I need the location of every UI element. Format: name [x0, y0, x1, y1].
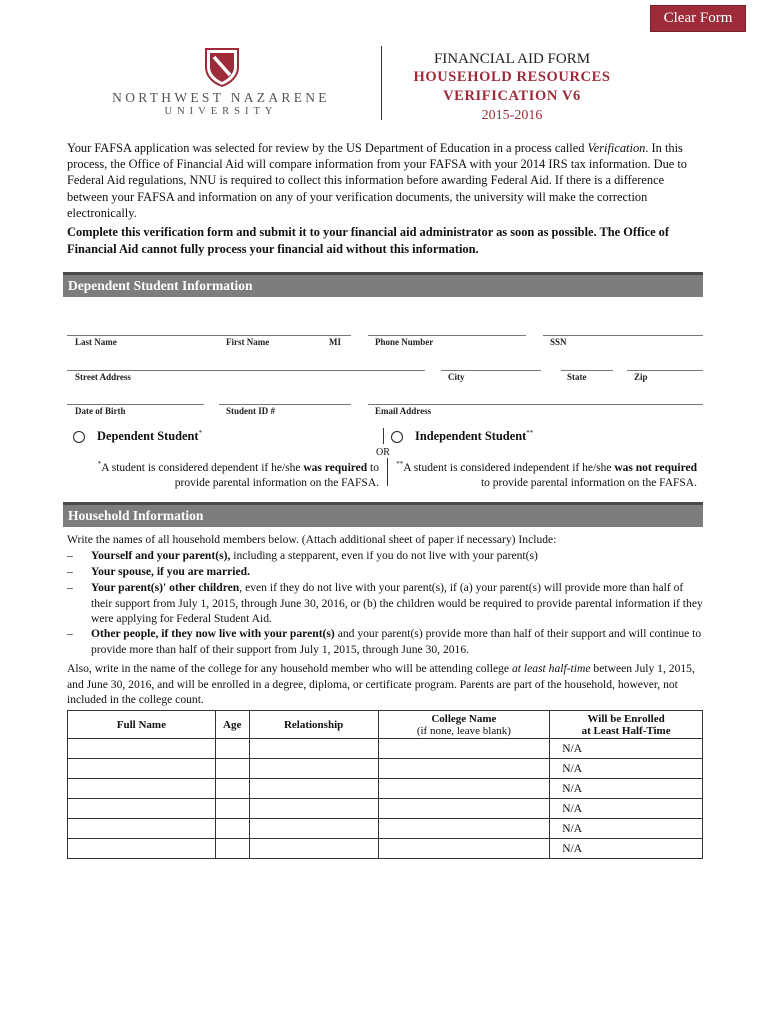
- age-cell[interactable]: [215, 759, 249, 779]
- student-id-input[interactable]: [219, 404, 351, 405]
- dob-label: Date of Birth: [75, 406, 126, 416]
- age-cell[interactable]: [215, 799, 249, 819]
- state-input[interactable]: [561, 370, 613, 371]
- email-input[interactable]: [368, 404, 703, 405]
- mi-label: MI: [329, 337, 341, 347]
- first-name-label: First Name: [226, 337, 270, 347]
- ssn-input[interactable]: [543, 335, 703, 336]
- university-shield-icon: [204, 47, 240, 87]
- college-cell[interactable]: [378, 839, 550, 859]
- intro-instruction: Complete this verification form and submit it to your financial aid administrator as soon as possible. The Office of Financial Aid cannot fully process your financial aid without this information.: [67, 225, 669, 256]
- relationship-header: Relationship: [249, 711, 378, 739]
- relationship-cell[interactable]: [249, 839, 378, 859]
- relationship-cell[interactable]: [249, 759, 378, 779]
- form-name-line1: HOUSEHOLD RESOURCES: [413, 69, 611, 85]
- full-name-cell[interactable]: [68, 779, 216, 799]
- age-cell[interactable]: [215, 739, 249, 759]
- ssn-label: SSN: [550, 337, 567, 347]
- age-header: Age: [215, 711, 249, 739]
- household-include-item: – Other people, if they now live with your parent(s) and your parent(s) provide more than half of their support and will continue to provide more than half of their support from July 1, 2015, through June 30, 2016.: [67, 627, 702, 656]
- full-name-header: Full Name: [68, 711, 216, 739]
- dependent-student-radio[interactable]: [73, 431, 85, 443]
- award-year: 2015-2016: [481, 108, 543, 123]
- college-cell[interactable]: [378, 739, 550, 759]
- header-divider: [381, 46, 382, 120]
- college-instructions: Also, write in the name of the college for any household member who will be attending college at least half-time between July 1, 2015, and June 30, 2016, and will be enrolled in a degree, diploma, or certificate program. Parents are part of the household, however, not included in the college count.: [67, 662, 695, 706]
- form-title-block: [396, 50, 628, 125]
- street-address-label: Street Address: [75, 372, 131, 382]
- enrolled-cell[interactable]: N/A: [550, 779, 703, 799]
- table-row: [68, 739, 703, 759]
- household-section-header: Household Information: [63, 502, 703, 527]
- enrolled-header: Will be Enrolled at Least Half-Time: [550, 711, 703, 739]
- email-label: Email Address: [375, 406, 432, 416]
- independent-student-radio[interactable]: [391, 431, 403, 443]
- dependent-student-label: Dependent Student*: [97, 429, 203, 444]
- household-include-item: – Your spouse, if you are married.: [67, 565, 250, 578]
- phone-label: Phone Number: [375, 337, 434, 347]
- household-intro: Write the names of all household members below. (Attach additional sheet of paper if necessary) Include:: [67, 533, 557, 546]
- full-name-cell[interactable]: [68, 799, 216, 819]
- enrolled-cell[interactable]: N/A: [550, 799, 703, 819]
- household-include-item: – Your parent(s)' other children, even if they do not live with your parent(s), if (a) your parent(s) will provide more than half of their support from July 1, 2015, through June 30, 2016, or (b) the children would be required to provide parental information if they were applying for Federal Student Aid.: [67, 581, 703, 625]
- table-header-row: [68, 711, 703, 739]
- university-subtitle: UNIVERSITY: [164, 106, 278, 117]
- clear-form-button[interactable]: Clear Form: [650, 5, 746, 32]
- university-name: NORTHWEST NAZARENE: [112, 90, 330, 105]
- zip-label: Zip: [634, 372, 648, 382]
- full-name-cell[interactable]: [68, 839, 216, 859]
- age-cell[interactable]: [215, 779, 249, 799]
- college-cell[interactable]: [378, 759, 550, 779]
- dependent-definition: *A student is considered dependent if he/she was required to provide parental information on the FAFSA.: [97, 460, 379, 489]
- dependent-section-header: Dependent Student Information: [63, 272, 703, 297]
- independent-definition: **A student is considered independent if he/she was not required to provide parental information on the FAFSA.: [396, 460, 697, 489]
- table-row: [68, 799, 703, 819]
- form-title: FINANCIAL AID FORM: [433, 51, 591, 67]
- household-include-item: – Yourself and your parent(s), including a stepparent, even if you do not live with your parent(s): [67, 549, 538, 562]
- relationship-cell[interactable]: [249, 819, 378, 839]
- relationship-cell[interactable]: [249, 739, 378, 759]
- full-name-cell[interactable]: [68, 739, 216, 759]
- or-separator: OR: [376, 447, 390, 458]
- relationship-cell[interactable]: [249, 779, 378, 799]
- intro-paragraph: Your FAFSA application was selected for review by the US Department of Education in a process called Verification. In this process, the Office of Financial Aid will compare information from your FAFSA with your 2014 IRS tax information. Due to Federal Aid regulations, NNU is required to collect this information before awarding Federal Aid. If there is a difference between your FAFSA and information on any of your verification documents, the university will make the correction electronically.: [67, 141, 688, 220]
- full-name-cell[interactable]: [68, 819, 216, 839]
- college-name-header: College Name (if none, leave blank): [378, 711, 550, 739]
- notes-divider: [387, 458, 388, 486]
- options-divider: [383, 428, 384, 444]
- full-name-cell[interactable]: [68, 759, 216, 779]
- college-cell[interactable]: [378, 799, 550, 819]
- independent-student-label: Independent Student**: [415, 429, 534, 444]
- city-label: City: [448, 372, 465, 382]
- age-cell[interactable]: [215, 819, 249, 839]
- college-cell[interactable]: [378, 819, 550, 839]
- student-id-label: Student ID #: [226, 406, 276, 416]
- street-address-input[interactable]: [67, 370, 425, 371]
- city-input[interactable]: [441, 370, 541, 371]
- last-name-label: Last Name: [75, 337, 117, 347]
- enrolled-cell[interactable]: N/A: [550, 759, 703, 779]
- phone-input[interactable]: [368, 335, 526, 336]
- dob-input[interactable]: [67, 404, 204, 405]
- table-row: [68, 779, 703, 799]
- table-row: [68, 819, 703, 839]
- age-cell[interactable]: [215, 839, 249, 859]
- zip-input[interactable]: [627, 370, 703, 371]
- college-cell[interactable]: [378, 779, 550, 799]
- last-first-mi-input[interactable]: [67, 335, 351, 336]
- form-name-line2: VERIFICATION V6: [443, 88, 581, 104]
- enrolled-cell[interactable]: N/A: [550, 739, 703, 759]
- table-row: [68, 839, 703, 859]
- table-row: [68, 759, 703, 779]
- enrolled-cell[interactable]: N/A: [550, 819, 703, 839]
- relationship-cell[interactable]: [249, 799, 378, 819]
- household-members-table: [67, 710, 703, 859]
- enrolled-cell[interactable]: N/A: [550, 839, 703, 859]
- state-label: State: [567, 372, 587, 382]
